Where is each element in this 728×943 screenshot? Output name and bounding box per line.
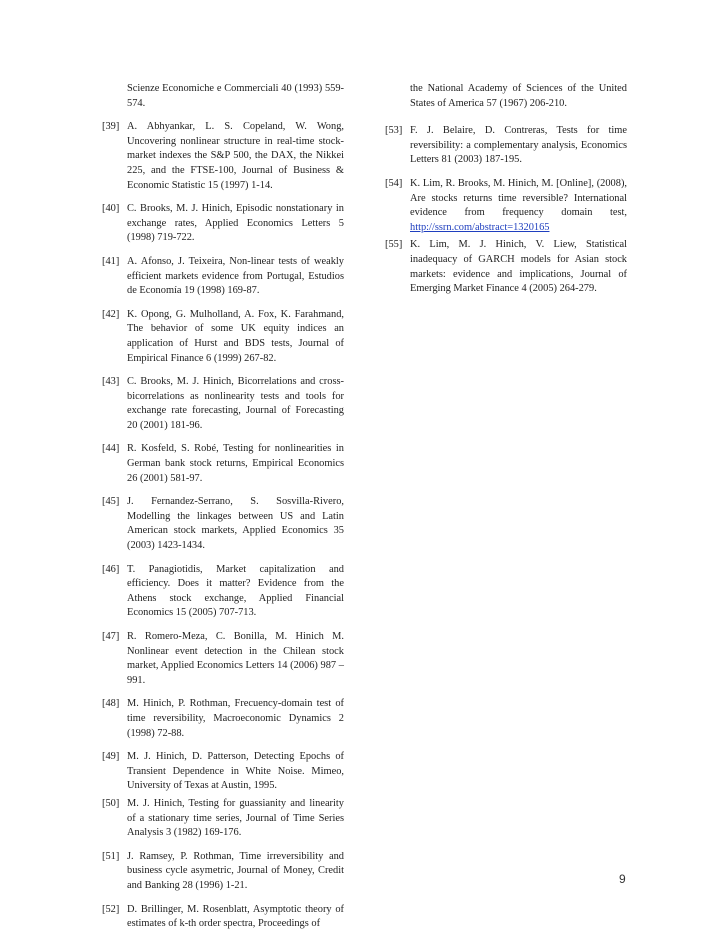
reference-entry xyxy=(102,797,344,841)
reference-entry xyxy=(102,82,344,111)
reference-text: R. Kosfeld, S. Robé, Testing for nonlinearities in German bank stock returns, Empirical Economics 26 (2001) 581-97. xyxy=(127,443,344,484)
reference-number: [48] xyxy=(102,698,120,710)
reference-entry xyxy=(102,630,344,688)
reference-entry xyxy=(102,120,344,193)
reference-number: [44] xyxy=(102,443,120,455)
reference-text: T. Panagiotidis, Market capitalization and efficiency. Does it matter? Evidence from the Athens stock exchange, Applied Financial Economics 15 (2005) 707-713. xyxy=(127,563,344,619)
ssrn-link[interactable]: http://ssrn.com/abstract=1320165 xyxy=(410,221,550,233)
reference-text: C. Brooks, M. J. Hinich, Bicorrelations and cross-bicorrelations as nonlinearity tests and tools for exchange rate forecasting, Journal of Forecasting 20 (2001) 181-96. xyxy=(127,376,344,431)
reference-entry xyxy=(102,202,344,246)
reference-text: J. Ramsey, P. Rothman, Time irreversibility and business cycle asymetric, Journal of Money, Credit and Banking 28 (1996) 1-21. xyxy=(127,850,344,891)
reference-entry xyxy=(102,375,344,433)
reference-text: Scienze Economiche e Commerciali 40 (1993) 559-574. xyxy=(127,83,344,109)
reference-text: A. Abhyankar, L. S. Copeland, W. Wong, Uncovering nonlinear structure in real-time stock-market indexes the S&P 500, the DAX, the Nikkei 225, and the FTSE-100, Journal of Business & Economic Statistic 15 (1997) 1-14. xyxy=(127,121,344,191)
reference-number: [40] xyxy=(102,203,120,215)
reference-text: the National Academy of Sciences of the United States of America 57 (1967) 206-210. xyxy=(410,83,627,109)
reference-number: [39] xyxy=(102,121,120,133)
reference-number: [55] xyxy=(385,239,403,251)
reference-entry xyxy=(102,850,344,894)
right-column xyxy=(385,82,627,306)
reference-number: [50] xyxy=(102,797,120,809)
reference-entry xyxy=(385,238,627,296)
reference-number: [49] xyxy=(102,751,120,763)
reference-number: [47] xyxy=(102,631,120,642)
reference-text: K. Opong, G. Mulholland, A. Fox, K. Farahmand, The behavior of some UK equity indices an application of Hurst and BDS tests, Journal of Empirical Finance 6 (1999) 267-82. xyxy=(127,308,344,364)
reference-entry xyxy=(385,177,627,235)
reference-number: [41] xyxy=(102,255,120,267)
reference-number: [42] xyxy=(102,308,120,320)
reference-number: [53] xyxy=(385,125,403,137)
reference-text: K. Lim, M. J. Hinich, V. Liew, Statistical inadequacy of GARCH models for Asian stock markets: evidence and implications, Journal of Emerging Market Finance 4 (2005) 264-279. xyxy=(410,239,627,295)
reference-entry xyxy=(102,750,344,794)
reference-number: [52] xyxy=(102,903,120,915)
reference-continuation xyxy=(385,82,627,111)
reference-text: M. Hinich, P. Rothman, Frecuency-domain test of time reversibility, Macroeconomic Dynamics 2 (1998) 72-88. xyxy=(127,698,344,739)
reference-entry xyxy=(102,308,344,366)
reference-entry xyxy=(102,697,344,741)
reference-text: M. J. Hinich, Testing for guassianity and linearity of a stationary time series, Journal of Time Series Analysis 3 (1982) 169-176. xyxy=(127,797,344,839)
reference-entry xyxy=(102,563,344,621)
reference-text: J. Fernandez-Serrano, S. Sosvilla-Rivero, Modelling the linkages between US and Latin American stock markets, Applied Economics 35 (2003) 1423-1434. xyxy=(127,496,344,552)
reference-text: M. J. Hinich, D. Patterson, Detecting Epochs of Transient Dependence in White Noise. Mimeo, University of Texas at Austin, 1995. xyxy=(127,751,344,792)
reference-text: K. Lim, R. Brooks, M. Hinich, M. [Online], (2008), Are stocks returns time reversible? International evidence from frequency domain test, xyxy=(410,177,627,219)
reference-entry xyxy=(102,495,344,553)
reference-entry xyxy=(102,903,344,932)
reference-text: C. Brooks, M. J. Hinich, Episodic nonstationary in exchange rates, Applied Economics Letters 5 (1998) 719-722. xyxy=(127,203,344,244)
reference-entry xyxy=(102,442,344,486)
reference-text: A. Afonso, J. Teixeira, Non-linear tests of weakly efficient markets evidence from Portugal, Estudios de Economía 19 (1998) 169-87. xyxy=(127,255,344,297)
reference-text: R. Romero-Meza, C. Bonilla, M. Hinich M. Nonlinear event detection in the Chilean stock market, Applied Economics Letters 14 (2006) 987 – 991. xyxy=(127,631,344,686)
reference-number: [46] xyxy=(102,563,120,575)
reference-number: [43] xyxy=(102,376,120,388)
reference-number: [45] xyxy=(102,496,120,508)
reference-entry xyxy=(385,124,627,168)
reference-number: [51] xyxy=(102,850,120,862)
page-number: 9 xyxy=(619,872,626,886)
left-column xyxy=(102,82,344,941)
reference-entry xyxy=(102,255,344,299)
reference-number: [54] xyxy=(385,177,403,189)
reference-text: F. J. Belaire, D. Contreras, Tests for time reversibility: a complementary analysis, Economics Letters 81 (2003) 187-195. xyxy=(410,125,627,166)
reference-text: D. Brillinger, M. Rosenblatt, Asymptotic theory of estimates of k-th order spectra, Proceedings of xyxy=(127,903,344,930)
